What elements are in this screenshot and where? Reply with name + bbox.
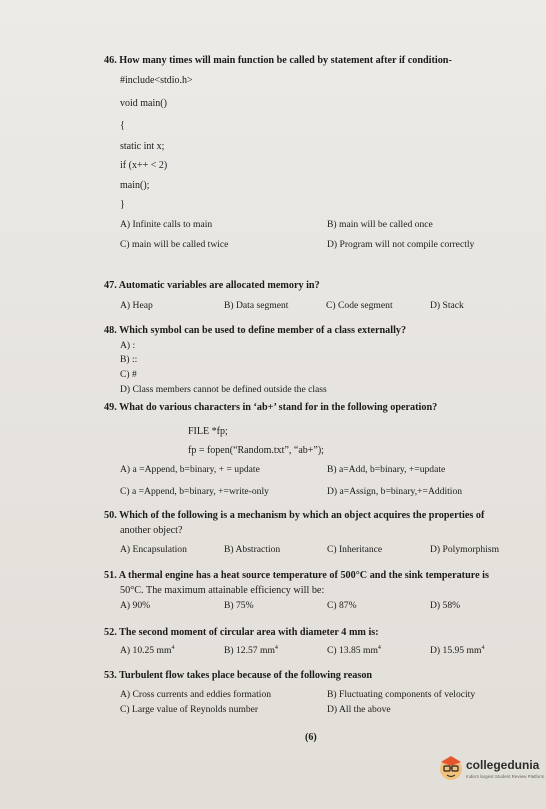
question-47-title: 47. Automatic variables are allocated memory in? [104,280,320,291]
option-b: B) main will be called once [327,219,433,230]
option-b: B) :: [120,354,138,365]
code-line: main(); [120,180,150,191]
option-d: D) Polymorphism [430,544,500,555]
code-line: } [120,199,125,210]
option-a: A) 90% [120,600,151,611]
question-48-title: 48. Which symbol can be used to define member of a class externally? [104,325,407,336]
mascot-icon [436,752,466,782]
question-51-title-line2: 50°C. The maximum attainable efficiency will be: [120,585,325,596]
code-line: FILE *fp; [188,426,228,437]
option-a: A) a =Append, b=binary, + = update [120,464,260,475]
collegedunia-logo [436,752,545,796]
question-50-title-line1: 50. Which of the following is a mechanism by which an object acquires the properties of [104,510,485,521]
option-b: B) a=Add, b=binary, +=update [327,464,446,475]
option-a: A) Infinite calls to main [120,219,213,230]
question-52-title: 52. The second moment of circular area with diameter 4 mm is: [104,627,379,638]
question-51-title-line1: 51. A thermal engine has a heat source temperature of 500°C and the sink temperature is [104,570,489,581]
option-a: A) Encapsulation [120,544,187,555]
option-c: C) 87% [327,600,357,611]
question-49-title: 49. What do various characters in ‘ab+’ stand for in the following operation? [104,402,438,413]
option-c: C) Code segment [326,300,393,311]
option-d: D) 58% [430,600,461,611]
question-50-title-line2: another object? [120,525,183,536]
option-c: C) # [120,369,137,380]
option-a: A) 10.25 $mm^4$ [120,645,175,657]
question-46-title: 46. How many times will main function be called by statement after if condition- [104,55,452,66]
option-a: A) Heap [120,300,153,311]
option-b: B) Fluctuating components of velocity [327,689,476,700]
option-d: D) All the above [327,704,391,715]
code-line: if (x++ < 2) [120,160,168,171]
page-number: (6) [305,732,317,743]
option-c: C) Large value of Reynolds number [120,704,259,715]
code-line: fp = fopen(“Random.txt”, “ab+”); [188,445,324,456]
option-b: B) Data segment [224,300,289,311]
code-line: static int x; [120,141,165,152]
logo-name: collegedunia [466,758,540,772]
option-d: D) Stack [430,300,464,311]
option-d: D) Program will not compile correctly [327,239,475,250]
option-d: D) a=Assign, b=binary,+=Addition [327,486,463,497]
option-d: D) 15.95 $mm^4$ [430,645,485,657]
option-c: C) main will be called twice [120,239,229,250]
option-b: B) Abstraction [224,544,281,555]
logo-tagline: India's largest Student Review Platform [466,774,545,779]
code-line: #include<stdio.h> [120,75,193,86]
option-b: B) 75% [224,600,254,611]
option-a: A) : [120,340,136,351]
option-d: D) Class members cannot be defined outside the class [120,384,327,395]
question-53-title: 53. Turbulent flow takes place because of the following reason [104,670,373,681]
code-line: void main() [120,98,167,109]
option-a: A) Cross currents and eddies formation [120,689,272,700]
option-b: B) 12.57 $mm^4$ [224,645,278,657]
option-c: C) 13.85 $mm^4$ [327,645,381,657]
code-line: { [120,120,125,131]
option-c: C) Inheritance [327,544,383,555]
option-c: C) a =Append, b=binary, +=write-only [120,486,269,497]
